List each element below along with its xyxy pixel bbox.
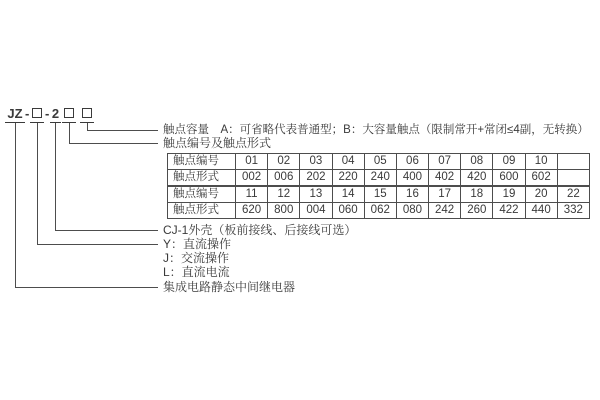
table-cell: 202	[300, 170, 332, 187]
table-cell: 620	[236, 203, 268, 219]
table-cell	[557, 170, 589, 187]
table-cell: 15	[364, 186, 396, 203]
table-cell: 080	[396, 203, 428, 219]
model-box-capacity	[80, 106, 94, 123]
table-cell: 03	[300, 154, 332, 170]
table-cell: 002	[236, 170, 268, 187]
placeholder-box-icon	[32, 108, 42, 118]
table-cell: 004	[300, 203, 332, 219]
table-cell: 20	[525, 186, 557, 203]
table-cell: 16	[396, 186, 428, 203]
table-cell: 12	[268, 186, 300, 203]
model-box-operation	[30, 106, 44, 123]
table-cell: 062	[364, 203, 396, 219]
table-cell: 242	[429, 203, 461, 219]
connector-capacity-vertical	[87, 123, 88, 130]
table-cell: 17	[429, 186, 461, 203]
model-prefix: JZ	[5, 106, 25, 123]
table-row	[168, 203, 590, 219]
connector-capacity-horizontal	[87, 130, 158, 131]
table-cell: 06	[396, 154, 428, 170]
table-cell: 400	[396, 170, 428, 187]
model-digit: 2	[51, 106, 60, 121]
label-current-dc: L：直流电流	[163, 265, 230, 279]
table-cell: 09	[493, 154, 525, 170]
label-operation-ac: J：交流操作	[163, 251, 230, 265]
table-cell: 060	[332, 203, 364, 219]
table-cell: 14	[332, 186, 364, 203]
connector-contact-vertical	[69, 123, 70, 143]
table-cell: 04	[332, 154, 364, 170]
connector-shell-horizontal	[55, 230, 158, 231]
connector-shell-vertical	[55, 123, 56, 230]
contact-table	[167, 153, 590, 219]
label-operation-dc: Y：直流操作	[163, 237, 232, 251]
table-cell: 18	[461, 186, 493, 203]
model-hyphen: -	[45, 106, 50, 121]
table-cell: 05	[364, 154, 396, 170]
label-contact-capacity: 触点容量 A：可省略代表普通型；B：大容量触点（限制常开+常闭≤4副，无转换）	[163, 124, 589, 136]
table-cell: 600	[493, 170, 525, 187]
contact-table-body	[168, 154, 590, 219]
table-cell: 11	[236, 186, 268, 203]
connector-operation-horizontal	[37, 244, 158, 245]
row-label: 触点编号	[168, 186, 236, 203]
table-cell: 02	[268, 154, 300, 170]
table-cell: 006	[268, 170, 300, 187]
connector-operation-vertical	[37, 123, 38, 244]
table-cell: 240	[364, 170, 396, 187]
table-cell: 602	[525, 170, 557, 187]
model-box-contact	[62, 106, 76, 123]
table-cell: 260	[461, 203, 493, 219]
row-label: 触点形式	[168, 170, 236, 187]
connector-contact-horizontal	[69, 143, 158, 144]
connector-product-vertical	[15, 123, 16, 287]
row-label: 触点形式	[168, 203, 236, 219]
model-hyphen: -	[25, 106, 30, 121]
table-cell: 422	[493, 203, 525, 219]
table-cell: 220	[332, 170, 364, 187]
placeholder-box-icon	[82, 108, 92, 118]
table-cell	[557, 154, 589, 170]
table-cell: 01	[236, 154, 268, 170]
table-cell: 10	[525, 154, 557, 170]
table-cell: 332	[557, 203, 589, 219]
table-cell: 08	[461, 154, 493, 170]
table-cell: 07	[429, 154, 461, 170]
table-cell: 800	[268, 203, 300, 219]
table-cell: 402	[429, 170, 461, 187]
table-cell: 13	[300, 186, 332, 203]
label-shell: CJ-1外壳（板前接线、后接线可选）	[163, 223, 357, 237]
table-cell: 19	[493, 186, 525, 203]
label-contact-index: 触点编号及触点形式	[163, 136, 272, 150]
placeholder-box-icon	[64, 108, 74, 118]
connector-product-horizontal	[15, 287, 158, 288]
table-cell: 440	[525, 203, 557, 219]
table-row	[168, 170, 590, 187]
table-cell: 420	[461, 170, 493, 187]
label-product-name: 集成电路静态中间继电器	[163, 280, 296, 294]
table-row	[168, 154, 590, 170]
table-cell: 22	[557, 186, 589, 203]
row-label: 触点编号	[168, 154, 236, 170]
table-row	[168, 186, 590, 203]
